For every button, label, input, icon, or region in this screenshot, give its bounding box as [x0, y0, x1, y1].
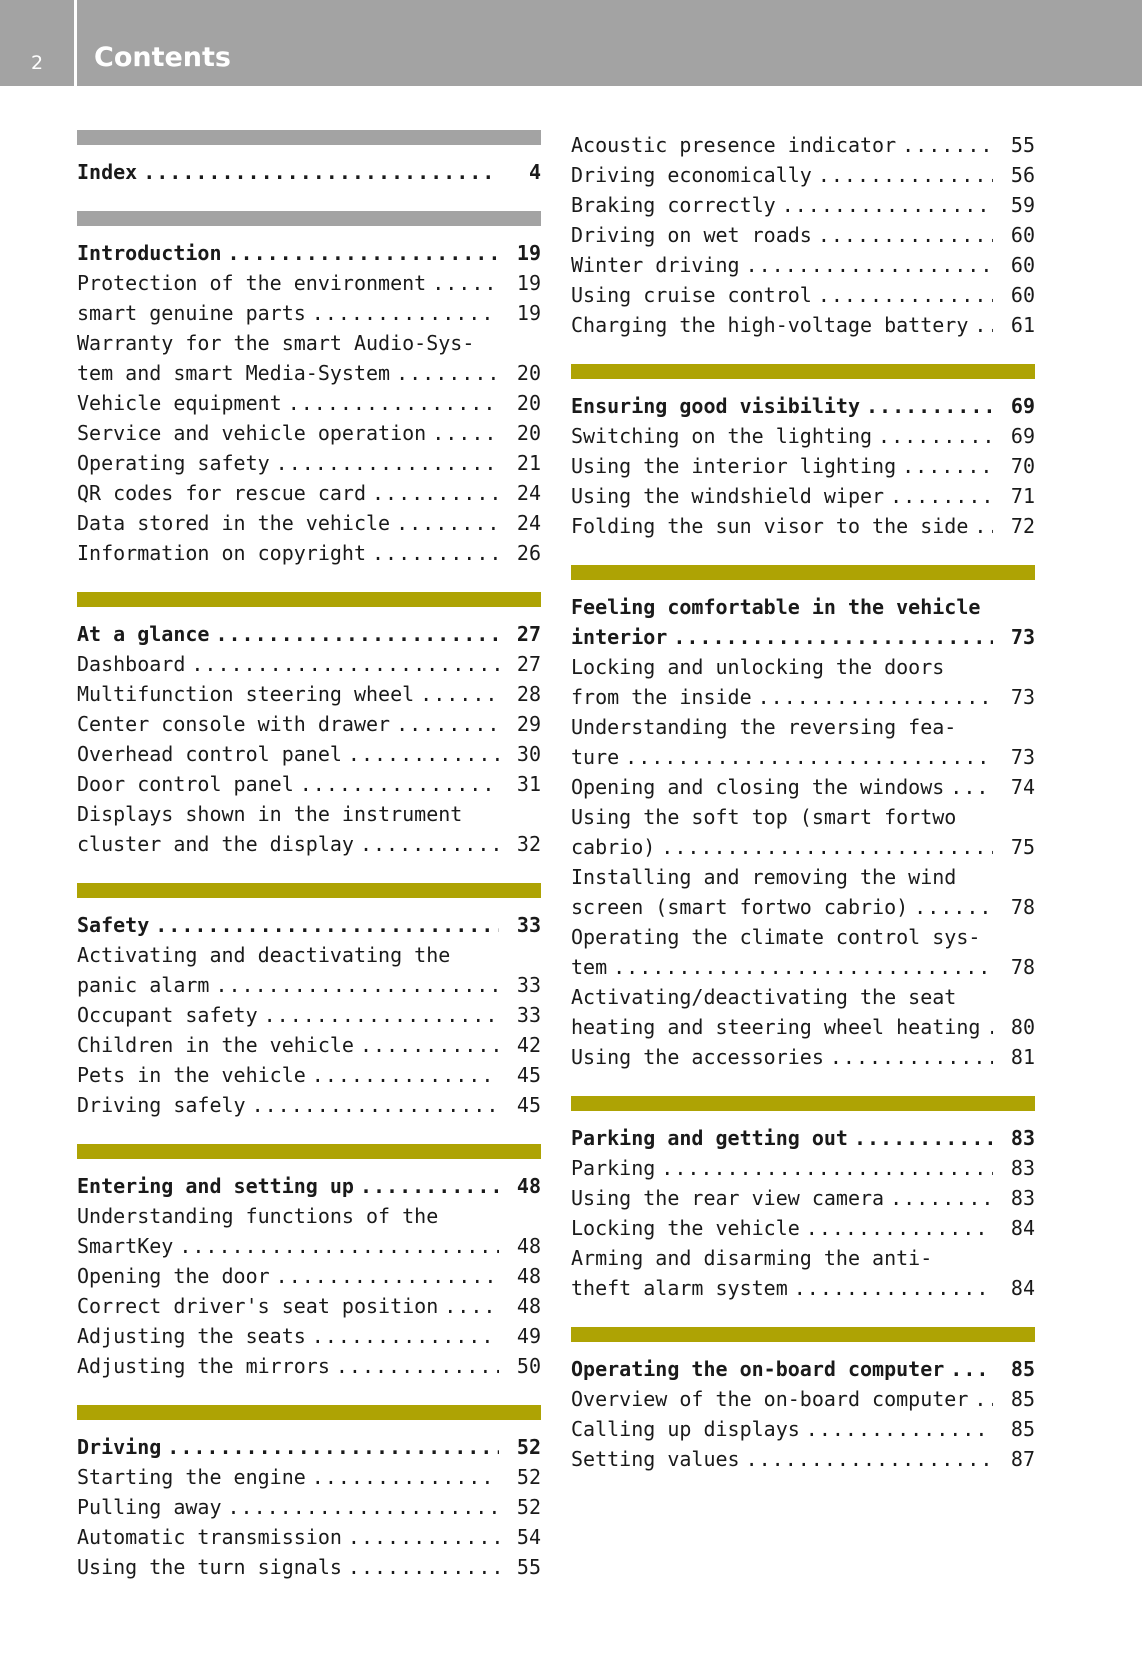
- dot-leader: [818, 220, 993, 250]
- toc-section: [77, 1144, 541, 1381]
- toc-entry[interactable]: [77, 1090, 541, 1120]
- toc-entry-label: Using the windshield wiper: [571, 484, 885, 508]
- dot-leader: [300, 769, 499, 799]
- toc-page-number: 59: [1010, 193, 1035, 217]
- section-divider-bar: [571, 364, 1035, 379]
- toc-entry[interactable]: [77, 478, 541, 508]
- toc-page-number: 48: [516, 1234, 541, 1258]
- toc-page-number: 84: [1010, 1276, 1035, 1300]
- dot-leader: [191, 649, 499, 679]
- dot-leader: [312, 1462, 499, 1492]
- toc-entry-label: QR codes for rescue card: [77, 481, 366, 505]
- toc-entry-label: cluster and the display: [77, 832, 354, 856]
- toc-entry[interactable]: [77, 970, 541, 1000]
- dot-leader: [312, 1060, 499, 1090]
- toc-entry[interactable]: [571, 511, 1035, 541]
- toc-entry[interactable]: [571, 481, 1035, 511]
- toc-page-number: 78: [1010, 895, 1035, 919]
- toc-page-number: 48: [516, 1174, 541, 1198]
- toc-entry[interactable]: [571, 250, 1035, 280]
- toc-page-number: 33: [516, 973, 541, 997]
- dot-leader: [794, 1273, 993, 1303]
- toc-section-heading[interactable]: [571, 1354, 1035, 1384]
- section-divider-bar: [77, 1405, 541, 1420]
- dot-leader: [276, 448, 499, 478]
- toc-section: [571, 130, 1035, 340]
- toc-entry-label: Center console with drawer: [77, 712, 391, 736]
- toc-entry[interactable]: [571, 1153, 1035, 1183]
- toc-entry[interactable]: [77, 298, 541, 328]
- toc-section-heading[interactable]: [77, 1432, 541, 1462]
- toc-entry-line[interactable]: Activating/deactivating the seat: [571, 985, 957, 1009]
- toc-entry[interactable]: [571, 1183, 1035, 1213]
- page-number: 2: [30, 52, 44, 74]
- toc-page-number: 85: [1010, 1387, 1035, 1411]
- toc-page-number: 49: [516, 1324, 541, 1348]
- toc-entry[interactable]: [571, 1213, 1035, 1243]
- toc-page-number: 78: [1010, 955, 1035, 979]
- dot-leader: [661, 1153, 993, 1183]
- toc-entry-label: Introduction: [77, 241, 222, 265]
- toc-entry-label: Opening the door: [77, 1264, 270, 1288]
- toc-page-number: 33: [516, 913, 541, 937]
- toc-entry-label: Charging the high-voltage battery: [571, 313, 969, 337]
- toc-entry[interactable]: [77, 1000, 541, 1030]
- toc-entry-label: cabrio): [571, 835, 656, 859]
- toc-entry[interactable]: [77, 1492, 541, 1522]
- toc-entry[interactable]: [571, 772, 1035, 802]
- dot-leader: [372, 538, 499, 568]
- toc-entry-label: Occupant safety: [77, 1003, 258, 1027]
- header-divider: [74, 0, 77, 86]
- toc-entry-label: theft alarm system: [571, 1276, 788, 1300]
- toc-page-number: 87: [1010, 1447, 1035, 1471]
- toc-entry[interactable]: [571, 682, 1035, 712]
- toc-entry-label: Data stored in the vehicle: [77, 511, 391, 535]
- dot-leader: [420, 679, 499, 709]
- toc-page-number: 33: [516, 1003, 541, 1027]
- toc-entry[interactable]: [571, 190, 1035, 220]
- toc-page-number: 4: [528, 160, 541, 184]
- toc-page-number: 56: [1010, 163, 1035, 187]
- toc-entry[interactable]: [77, 268, 541, 298]
- section-divider-bar: [571, 565, 1035, 580]
- toc-entry[interactable]: [571, 451, 1035, 481]
- toc-page-number: 27: [516, 652, 541, 676]
- toc-entry-label: Setting values: [571, 1447, 740, 1471]
- toc-entry-label: Winter driving: [571, 253, 740, 277]
- toc-section: [77, 130, 541, 187]
- toc-entry-label: Using the rear view camera: [571, 1186, 885, 1210]
- dot-leader: [782, 190, 993, 220]
- toc-page-number: 75: [1010, 835, 1035, 859]
- dot-leader: [613, 952, 993, 982]
- dot-leader: [890, 481, 993, 511]
- toc-entry-line[interactable]: Understanding the reversing fea-: [571, 715, 957, 739]
- toc-page-number: 73: [1010, 685, 1035, 709]
- toc-page-number: 74: [1010, 775, 1035, 799]
- dot-leader: [396, 709, 499, 739]
- toc-page-number: 70: [1010, 454, 1035, 478]
- toc-entry[interactable]: [77, 679, 541, 709]
- toc-entry-label: tem: [571, 955, 608, 979]
- toc-page-number: 48: [516, 1264, 541, 1288]
- toc-entry-label: screen (smart fortwo cabrio): [571, 895, 909, 919]
- toc-entry-label: Opening and closing the windows: [571, 775, 945, 799]
- toc-section: [77, 883, 541, 1120]
- toc-entry-label: Parking and getting out: [571, 1126, 848, 1150]
- toc-entry-label: Folding the sun visor to the side: [571, 514, 969, 538]
- toc-page-number: 26: [516, 541, 541, 565]
- toc-entry[interactable]: [77, 1030, 541, 1060]
- toc-entry-label: Starting the engine: [77, 1465, 306, 1489]
- toc-entry[interactable]: [77, 769, 541, 799]
- toc-entry[interactable]: [77, 358, 541, 388]
- toc-page-number: 69: [1010, 424, 1035, 448]
- toc-entry[interactable]: [571, 1273, 1035, 1303]
- dot-leader: [914, 892, 993, 922]
- toc-page-number: 60: [1010, 253, 1035, 277]
- toc-entry-label: Overhead control panel: [77, 742, 342, 766]
- toc-entry-line[interactable]: Arming and disarming the anti-: [571, 1246, 933, 1270]
- dot-leader: [228, 238, 500, 268]
- dot-leader: [143, 157, 499, 187]
- toc-page-number: 29: [516, 712, 541, 736]
- toc-page-number: 19: [516, 241, 541, 265]
- toc-entry[interactable]: [77, 538, 541, 568]
- section-divider-bar: [77, 592, 541, 607]
- dot-leader: [818, 280, 993, 310]
- toc-entry-label: Automatic transmission: [77, 1525, 342, 1549]
- toc-section: [77, 1405, 541, 1582]
- toc-entry-line[interactable]: Operating the climate control sys-: [571, 925, 981, 949]
- dot-leader: [661, 832, 993, 862]
- toc-page-number: 72: [1010, 514, 1035, 538]
- toc-section-heading[interactable]: [77, 157, 541, 187]
- toc-section-heading[interactable]: [571, 622, 1035, 652]
- toc-section: [77, 211, 541, 568]
- toc-entry[interactable]: [77, 448, 541, 478]
- dot-leader: [276, 1261, 499, 1291]
- toc-page-number: 55: [1010, 133, 1035, 157]
- section-divider-bar: [77, 1144, 541, 1159]
- dot-leader: [360, 829, 499, 859]
- dot-leader: [432, 418, 499, 448]
- dot-leader: [854, 1123, 993, 1153]
- toc-page-number: 69: [1010, 394, 1035, 418]
- dot-leader: [746, 250, 993, 280]
- toc-page-number: 83: [1010, 1156, 1035, 1180]
- dot-leader: [950, 772, 993, 802]
- dot-leader: [758, 682, 993, 712]
- toc-page-number: 42: [516, 1033, 541, 1057]
- toc-entry[interactable]: [77, 1291, 541, 1321]
- toc-entry[interactable]: [571, 832, 1035, 862]
- toc-entry-line[interactable]: Installing and removing the wind: [571, 865, 957, 889]
- dot-leader: [348, 1552, 499, 1582]
- toc-entry-label: Safety: [77, 913, 150, 937]
- toc-section: [571, 1327, 1035, 1474]
- dot-leader: [360, 1171, 499, 1201]
- toc-page-number: 45: [516, 1093, 541, 1117]
- toc-page-number: 60: [1010, 283, 1035, 307]
- toc-entry[interactable]: [77, 1060, 541, 1090]
- toc-page-number: 81: [1010, 1045, 1035, 1069]
- toc-entry[interactable]: [77, 1351, 541, 1381]
- toc-entry-label: Multifunction steering wheel: [77, 682, 415, 706]
- toc-entry-label: SmartKey: [77, 1234, 174, 1258]
- page-title: Contents: [94, 42, 232, 73]
- toc-entry-line[interactable]: Understanding functions of the: [77, 1204, 439, 1228]
- toc-entry[interactable]: [77, 1261, 541, 1291]
- toc-page-number: 27: [516, 622, 541, 646]
- toc-section-heading[interactable]: [77, 619, 541, 649]
- toc-entry-label: ture: [571, 745, 620, 769]
- dot-leader: [228, 1492, 500, 1522]
- dot-leader: [179, 1231, 499, 1261]
- dot-leader: [264, 1000, 499, 1030]
- toc-entry-label: smart genuine parts: [77, 301, 306, 325]
- toc-page-number: 85: [1010, 1357, 1035, 1381]
- toc-entry-label: Using the interior lighting: [571, 454, 897, 478]
- toc-entry-label: panic alarm: [77, 973, 210, 997]
- toc-entry-label: Acoustic presence indicator: [571, 133, 897, 157]
- dot-leader: [902, 451, 993, 481]
- toc-entry[interactable]: [77, 649, 541, 679]
- toc-page-number: 45: [516, 1063, 541, 1087]
- toc-entry[interactable]: [571, 1384, 1035, 1414]
- dot-leader: [866, 391, 993, 421]
- toc-entry-label: Adjusting the seats: [77, 1324, 306, 1348]
- toc-entry[interactable]: [571, 1042, 1035, 1072]
- dot-leader: [167, 1432, 499, 1462]
- dot-leader: [396, 508, 499, 538]
- dot-leader: [746, 1444, 993, 1474]
- toc-section: [571, 364, 1035, 541]
- toc-entry[interactable]: [77, 739, 541, 769]
- toc-entry-label: Information on copyright: [77, 541, 366, 565]
- toc-entry-label: Using the accessories: [571, 1045, 824, 1069]
- toc-entry-label: Entering and setting up: [77, 1174, 354, 1198]
- toc-page-number: 60: [1010, 223, 1035, 247]
- section-divider-bar: [571, 1327, 1035, 1342]
- toc-page-number: 24: [516, 511, 541, 535]
- toc-page-number: 52: [516, 1435, 541, 1459]
- toc-entry-label: heating and steering wheel heating: [571, 1015, 981, 1039]
- toc-entry[interactable]: [77, 1231, 541, 1261]
- toc-entry-label: Adjusting the mirrors: [77, 1354, 330, 1378]
- toc-entry-label: Braking correctly: [571, 193, 776, 217]
- dot-leader: [806, 1213, 993, 1243]
- toc-page-number: 20: [516, 361, 541, 385]
- toc-entry-label: Operating the on-board computer: [571, 1357, 945, 1381]
- toc-section: [77, 592, 541, 859]
- toc-page-number: 21: [516, 451, 541, 475]
- toc-entry-label: Protection of the environment: [77, 271, 427, 295]
- dot-leader: [288, 388, 499, 418]
- toc-page-number: 48: [516, 1294, 541, 1318]
- toc-entry-label: Service and vehicle operation: [77, 421, 427, 445]
- dot-leader: [215, 970, 499, 1000]
- toc-entry-label: Children in the vehicle: [77, 1033, 354, 1057]
- toc-section-heading[interactable]: [571, 391, 1035, 421]
- toc-page-number: 80: [1010, 1015, 1035, 1039]
- toc-entry-line[interactable]: Using the soft top (smart fortwo: [571, 805, 957, 829]
- dot-leader: [890, 1183, 993, 1213]
- toc-page-number: 73: [1010, 745, 1035, 769]
- section-divider-bar: [77, 211, 541, 226]
- toc-entry-label: Driving: [77, 1435, 162, 1459]
- toc-entry-label: Driving economically: [571, 163, 812, 187]
- dot-leader: [444, 1291, 499, 1321]
- dot-leader: [348, 1522, 499, 1552]
- toc-page-number: 83: [1010, 1186, 1035, 1210]
- toc-left-column: [77, 130, 541, 1606]
- toc-entry[interactable]: [77, 1552, 541, 1582]
- toc-entry[interactable]: [571, 952, 1035, 982]
- toc-entry-label: Ensuring good visibility: [571, 394, 860, 418]
- toc-entry-label: interior: [571, 625, 668, 649]
- toc-entry-label: Correct driver's seat position: [77, 1294, 439, 1318]
- toc-entry[interactable]: [571, 1414, 1035, 1444]
- toc-entry-label: Using the turn signals: [77, 1555, 342, 1579]
- toc-entry[interactable]: [571, 160, 1035, 190]
- toc-entry[interactable]: [77, 508, 541, 538]
- toc-page-number: 52: [516, 1465, 541, 1489]
- toc-entry[interactable]: [77, 1321, 541, 1351]
- toc-entry-line[interactable]: Activating and deactivating the: [77, 943, 451, 967]
- section-divider-bar: [77, 883, 541, 898]
- toc-page-number: 71: [1010, 484, 1035, 508]
- toc-page-number: 52: [516, 1495, 541, 1519]
- toc-right-column: [571, 130, 1035, 1498]
- toc-page-number: 20: [516, 391, 541, 415]
- toc-entry-label: Index: [77, 160, 138, 184]
- toc-entry-label: Dashboard: [77, 652, 186, 676]
- toc-entry[interactable]: [571, 310, 1035, 340]
- toc-entry[interactable]: [571, 1444, 1035, 1474]
- toc-entry-label: Locking the vehicle: [571, 1216, 800, 1240]
- dot-leader: [312, 298, 499, 328]
- dot-leader: [360, 1030, 499, 1060]
- toc-entry[interactable]: [571, 130, 1035, 160]
- toc-section-heading[interactable]: [77, 1171, 541, 1201]
- toc-page-number: 19: [516, 301, 541, 325]
- dot-leader: [312, 1321, 499, 1351]
- section-divider-bar: [77, 130, 541, 145]
- toc-section-heading[interactable]: [571, 1123, 1035, 1153]
- toc-entry-label: At a glance: [77, 622, 210, 646]
- toc-page-number: 73: [1010, 625, 1035, 649]
- toc-entry[interactable]: [571, 742, 1035, 772]
- toc-entry-label: Switching on the lighting: [571, 424, 873, 448]
- dot-leader: [673, 622, 993, 652]
- dot-leader: [950, 1354, 993, 1384]
- toc-page-number: 30: [516, 742, 541, 766]
- toc-entry-label: Door control panel: [77, 772, 294, 796]
- dot-leader: [974, 310, 993, 340]
- toc-entry[interactable]: [571, 220, 1035, 250]
- toc-page-number: 50: [516, 1354, 541, 1378]
- section-divider-bar: [571, 1096, 1035, 1111]
- toc-entry-label: Operating safety: [77, 451, 270, 475]
- dot-leader: [625, 742, 993, 772]
- toc-entry-label: Pets in the vehicle: [77, 1063, 306, 1087]
- toc-page-number: 61: [1010, 313, 1035, 337]
- toc-entry-label: Driving safely: [77, 1093, 246, 1117]
- dot-leader: [806, 1414, 993, 1444]
- toc-page-number: 55: [516, 1555, 541, 1579]
- toc-entry-label: Overview of the on-board computer: [571, 1387, 969, 1411]
- dot-leader: [155, 910, 499, 940]
- toc-page-number: 83: [1010, 1126, 1035, 1150]
- toc-entry-label: Vehicle equipment: [77, 391, 282, 415]
- toc-page-number: 31: [516, 772, 541, 796]
- toc-page-number: 84: [1010, 1216, 1035, 1240]
- toc-entry[interactable]: [77, 1462, 541, 1492]
- toc-entry[interactable]: [77, 709, 541, 739]
- toc-page-number: 24: [516, 481, 541, 505]
- toc-section: [571, 565, 1035, 1072]
- page-header: [0, 0, 1142, 86]
- toc-entry-label: from the inside: [571, 685, 752, 709]
- dot-leader: [818, 160, 993, 190]
- dot-leader: [902, 130, 993, 160]
- dot-leader: [372, 478, 499, 508]
- toc-entry[interactable]: [77, 1522, 541, 1552]
- dot-leader: [336, 1351, 499, 1381]
- dot-leader: [215, 619, 499, 649]
- toc-entry-line[interactable]: Feeling comfortable in the vehicle: [571, 595, 981, 619]
- toc-entry-label: Using cruise control: [571, 283, 812, 307]
- dot-leader: [396, 358, 499, 388]
- toc-entry-label: Parking: [571, 1156, 656, 1180]
- dot-leader: [974, 511, 993, 541]
- toc-entry-line[interactable]: Displays shown in the instrument: [77, 802, 463, 826]
- toc-entry-label: tem and smart Media-System: [77, 361, 391, 385]
- toc-entry-label: Calling up displays: [571, 1417, 800, 1441]
- toc-section: [571, 1096, 1035, 1303]
- toc-section-heading[interactable]: [77, 238, 541, 268]
- dot-leader: [974, 1384, 993, 1414]
- toc-entry[interactable]: [571, 1012, 1035, 1042]
- dot-leader: [986, 1012, 993, 1042]
- toc-page-number: 28: [516, 682, 541, 706]
- toc-entry[interactable]: [571, 892, 1035, 922]
- dot-leader: [348, 739, 499, 769]
- toc-page-number: 20: [516, 421, 541, 445]
- dot-leader: [830, 1042, 993, 1072]
- toc-page-number: 32: [516, 832, 541, 856]
- toc-section-heading[interactable]: [77, 910, 541, 940]
- toc-entry[interactable]: [77, 418, 541, 448]
- toc-page-number: 54: [516, 1525, 541, 1549]
- toc-entry-label: Pulling away: [77, 1495, 222, 1519]
- toc-entry-label: Driving on wet roads: [571, 223, 812, 247]
- toc-entry[interactable]: [77, 388, 541, 418]
- toc-page-number: 19: [516, 271, 541, 295]
- dot-leader: [878, 421, 993, 451]
- toc-entry-line[interactable]: Locking and unlocking the doors: [571, 655, 945, 679]
- toc-entry[interactable]: [571, 421, 1035, 451]
- toc-entry[interactable]: [571, 280, 1035, 310]
- dot-leader: [252, 1090, 499, 1120]
- dot-leader: [432, 268, 499, 298]
- toc-entry[interactable]: [77, 829, 541, 859]
- toc-page-number: 85: [1010, 1417, 1035, 1441]
- toc-entry-line[interactable]: Warranty for the smart Audio-Sys-: [77, 331, 475, 355]
